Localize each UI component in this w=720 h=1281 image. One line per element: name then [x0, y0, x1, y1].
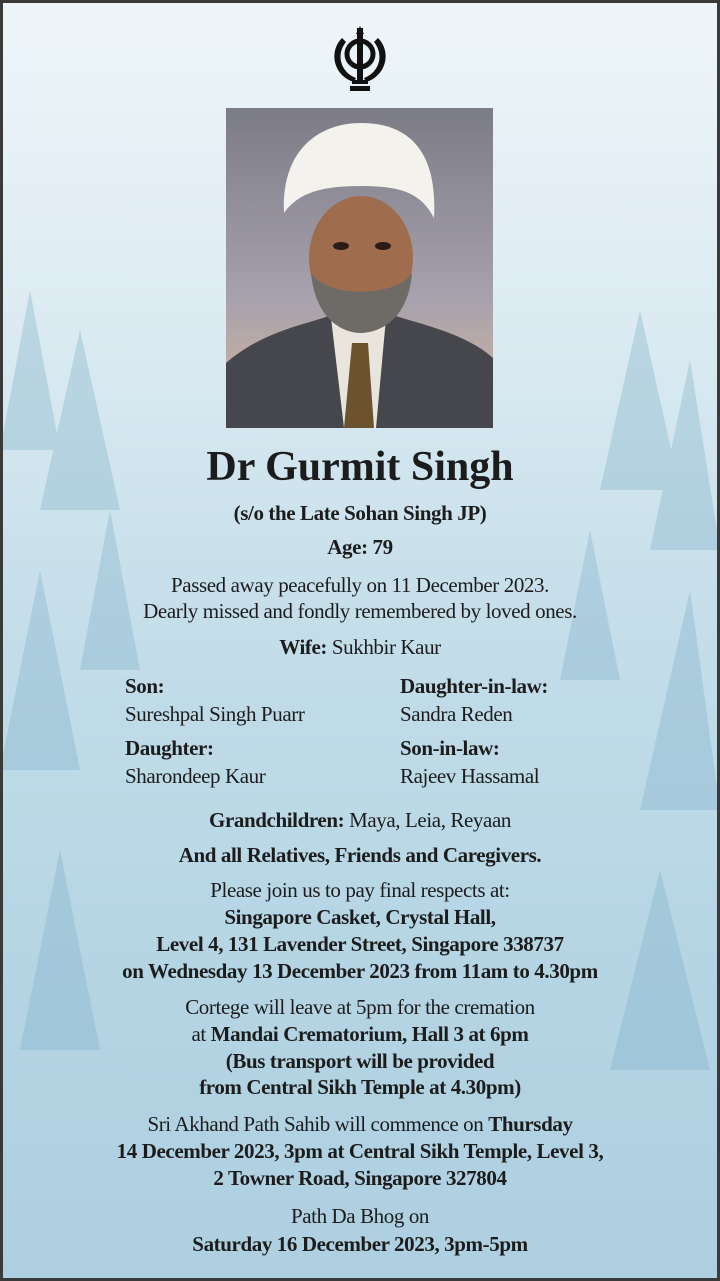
family-label: Son-in-law:: [400, 736, 500, 760]
bhog-line-2: Saturday 16 December 2023, 3pm-5pm: [192, 1232, 528, 1256]
family-son-in-law: [400, 734, 539, 790]
family-daughter: [125, 734, 265, 790]
akhand-line-2: 14 December 2023, 3pm at Central Sikh Temple, Level 3,: [116, 1139, 604, 1163]
crematorium: Mandai Crematorium, Hall 3 at 6pm: [210, 1022, 529, 1046]
bhog-line-1: Path Da Bhog on: [290, 1204, 430, 1228]
akhand-day: Thursday: [488, 1112, 573, 1136]
cortege-line-2: [0, 1022, 720, 1046]
cortege-line-1: Cortege will leave at 5pm for the cremation: [185, 995, 535, 1019]
family-value: Sharondeep Kaur: [125, 764, 266, 788]
cortege-line-3: (Bus transport will be provided: [225, 1049, 495, 1073]
wake-address: Level 4, 131 Lavender Street, Singapore 338737: [156, 932, 564, 956]
age: Age: 79: [327, 535, 393, 559]
family-label: Daughter:: [125, 736, 214, 760]
relatives-line: And all Relatives, Friends and Caregivers.: [178, 843, 542, 867]
khanda-icon: [328, 26, 392, 94]
family-daughter-in-law: [400, 672, 548, 728]
family-value: Sandra Reden: [400, 702, 513, 726]
family-son: [125, 672, 304, 728]
wake-time: on Wednesday 13 December 2023 from 11am to 4.30pm: [122, 959, 598, 983]
family-label: Daughter-in-law:: [400, 674, 548, 698]
parentage: (s/o the Late Sohan Singh JP): [233, 501, 487, 525]
cortege-line-4: from Central Sikh Temple at 4.30pm): [199, 1075, 521, 1099]
wife-line: [0, 635, 720, 659]
family-value: Rajeev Hassamal: [400, 764, 540, 788]
akhand-line-1: [0, 1112, 720, 1136]
akhand-intro: Sri Akhand Path Sahib will commence on: [147, 1112, 489, 1136]
wake-venue: Singapore Casket, Crystal Hall,: [224, 905, 496, 929]
grandchildren-label: Grandchildren:: [209, 808, 345, 832]
family-label: Son:: [125, 674, 165, 698]
portrait-photo: [226, 108, 493, 428]
grandchildren-line: [0, 808, 720, 832]
passed-away-text: Passed away peacefully on 11 December 2023.: [171, 573, 549, 597]
wake-intro: Please join us to pay final respects at:: [210, 878, 510, 902]
cortege-at: at: [191, 1022, 211, 1046]
wife-label: Wife:: [279, 635, 327, 659]
deceased-name: Dr Gurmit Singh: [206, 444, 514, 490]
family-value: Sureshpal Singh Puarr: [125, 702, 305, 726]
grandchildren-names: Maya, Leia, Reyaan: [349, 808, 511, 832]
akhand-line-3: 2 Towner Road, Singapore 327804: [213, 1166, 507, 1190]
wife-name: Sukhbir Kaur: [331, 635, 441, 659]
remembered-text: Dearly missed and fondly remembered by loved ones.: [143, 599, 577, 623]
